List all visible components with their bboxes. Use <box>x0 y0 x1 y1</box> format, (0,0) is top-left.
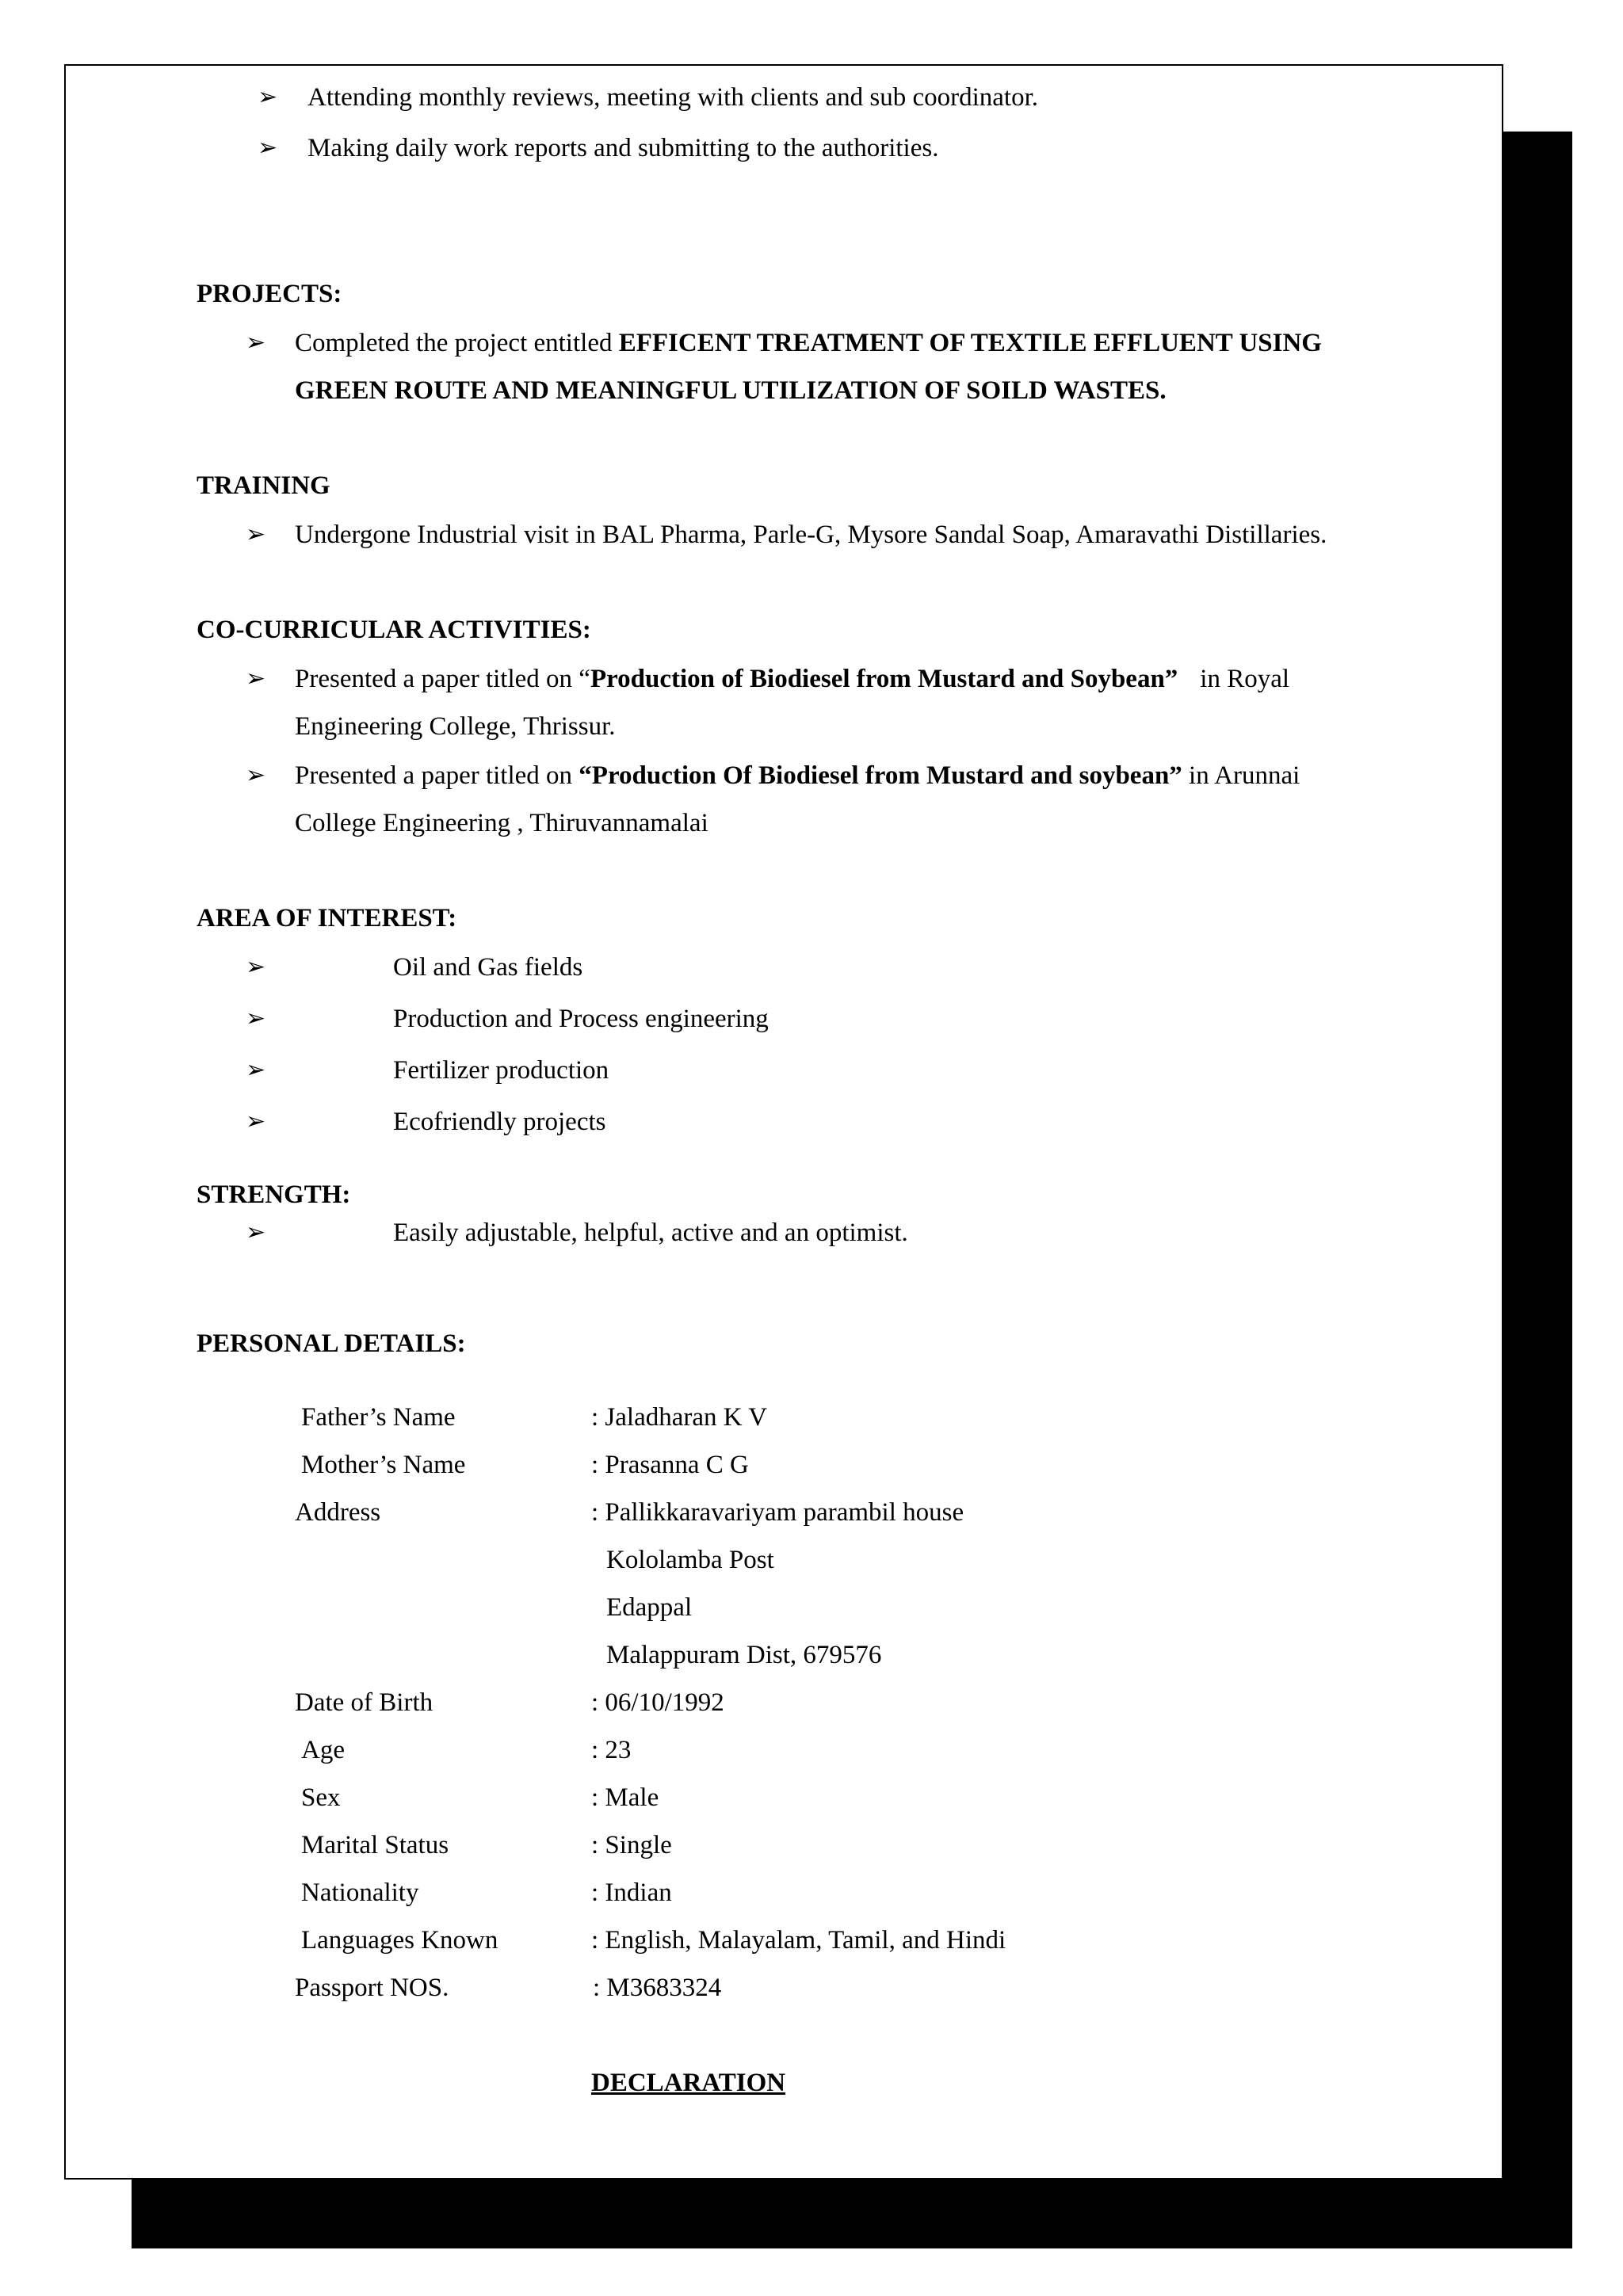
detail-label: Age <box>301 1736 345 1764</box>
project-title-line2: GREEN ROUTE AND MEANINGFUL UTILIZATION OF SOILD WASTES. <box>295 376 1167 405</box>
training-heading: TRAINING <box>197 471 330 500</box>
bullet-arrow-icon: ➢ <box>258 135 278 161</box>
activity-2-pre: Presented a paper titled on <box>295 761 579 790</box>
activity-2-line2: College Engineering , Thiruvannamalai <box>295 809 708 837</box>
bullet-arrow-icon: ➢ <box>246 1108 266 1135</box>
project-item <box>295 327 1322 359</box>
detail-value: : Pallikkaravariyam parambil house <box>591 1498 964 1527</box>
detail-value: : Single <box>591 1831 672 1859</box>
bullet-arrow-icon: ➢ <box>246 521 266 547</box>
strength-heading: STRENGTH: <box>197 1180 351 1209</box>
interest-item: Oil and Gas fields <box>393 953 583 982</box>
detail-value: : English, Malayalam, Tamil, and Hindi <box>591 1926 1006 1955</box>
detail-label: Mother’s Name <box>301 1451 466 1479</box>
bullet-arrow-icon: ➢ <box>246 954 266 980</box>
detail-value: : 06/10/1992 <box>591 1688 724 1717</box>
activity-2-post: in Arunnai <box>1182 761 1300 790</box>
detail-label: Father’s Name <box>301 1403 456 1432</box>
detail-label: Languages Known <box>301 1926 498 1955</box>
activity-1-pre: Presented a paper titled on “ <box>295 665 590 693</box>
activity-1-line2: Engineering College, Thrissur. <box>295 712 616 741</box>
address-line: Kololamba Post <box>606 1546 774 1574</box>
detail-label: Date of Birth <box>295 1688 433 1717</box>
activity-item-1 <box>295 663 1289 695</box>
detail-label: Address <box>295 1498 381 1527</box>
detail-value: : Jaladharan K V <box>591 1403 768 1432</box>
interest-item: Fertilizer production <box>393 1056 609 1085</box>
training-item: Undergone Industrial visit in BAL Pharma, Parle-G, Mysore Sandal Soap, Amaravathi Distillaries. <box>295 521 1327 549</box>
detail-value: : 23 <box>591 1736 632 1764</box>
cocurricular-heading: CO-CURRICULAR ACTIVITIES: <box>197 616 591 644</box>
bullet-arrow-icon: ➢ <box>246 1219 266 1245</box>
activity-item-2 <box>295 760 1300 791</box>
interest-item: Ecofriendly projects <box>393 1108 606 1136</box>
detail-value: : Indian <box>591 1878 672 1907</box>
address-line: Malappuram Dist, 679576 <box>606 1641 882 1669</box>
bullet-arrow-icon: ➢ <box>258 84 278 110</box>
detail-label: Nationality <box>301 1878 419 1907</box>
interest-item: Production and Process engineering <box>393 1005 769 1033</box>
detail-value: : M3683324 <box>593 1974 722 2002</box>
bullet-arrow-icon: ➢ <box>246 762 266 788</box>
personal-heading: PERSONAL DETAILS: <box>197 1329 466 1358</box>
activity-1-title: Production of Biodiesel from Mustard and Soybean” <box>590 665 1178 693</box>
bullet-arrow-icon: ➢ <box>246 1057 266 1083</box>
interest-heading: AREA OF INTEREST: <box>197 904 457 933</box>
activity-1-post: in Royal <box>1200 665 1290 693</box>
strength-item: Easily adjustable, helpful, active and an optimist. <box>393 1219 908 1247</box>
duty-item: Making daily work reports and submitting to the authorities. <box>307 134 939 162</box>
duty-item: Attending monthly reviews, meeting with clients and sub coordinator. <box>307 83 1039 112</box>
project-title: EFFICENT TREATMENT OF TEXTILE EFFLUENT USING <box>618 329 1322 357</box>
bullet-arrow-icon: ➢ <box>246 1005 266 1032</box>
detail-label: Sex <box>301 1783 341 1812</box>
activity-2-title: “Production Of Biodiesel from Mustard and soybean” <box>579 761 1182 790</box>
detail-value: : Prasanna C G <box>591 1451 749 1479</box>
detail-label: Passport NOS. <box>295 1974 449 2002</box>
bullet-arrow-icon: ➢ <box>246 666 266 692</box>
resume-page <box>64 64 1503 2180</box>
bullet-arrow-icon: ➢ <box>246 330 266 356</box>
detail-value: : Male <box>591 1783 659 1812</box>
declaration-heading: DECLARATION <box>591 2069 786 2097</box>
projects-heading: PROJECTS: <box>197 280 342 308</box>
address-line: Edappal <box>606 1593 693 1622</box>
project-lead: Completed the project entitled <box>295 329 619 357</box>
detail-label: Marital Status <box>301 1831 449 1859</box>
